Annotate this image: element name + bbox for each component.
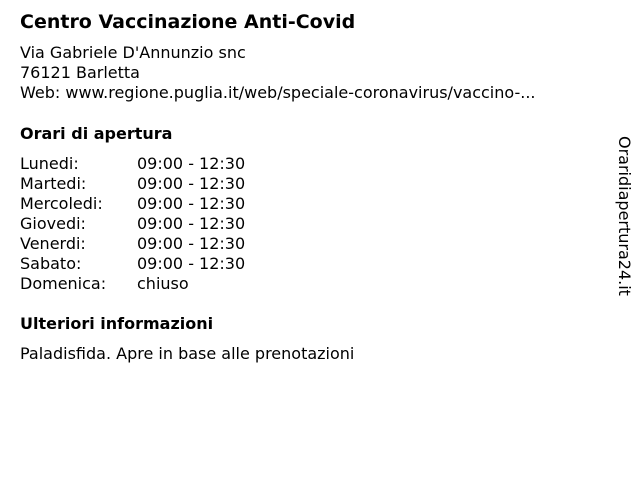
day-label: Sabato:: [20, 254, 82, 273]
city-postcode: 76121 Barletta: [20, 63, 140, 82]
hours-value: 09:00 - 12:30: [137, 154, 246, 173]
hours-value: chiuso: [137, 274, 189, 293]
hours-row-saturday: [20, 254, 280, 274]
address-block: [20, 43, 536, 103]
hours-row-thursday: [20, 214, 280, 234]
hours-row-wednesday: [20, 194, 280, 214]
hours-value: 09:00 - 12:30: [137, 174, 246, 193]
day-label: Martedi:: [20, 174, 87, 193]
hours-row-sunday: [20, 274, 280, 294]
hours-row-monday: [20, 154, 280, 174]
website-link[interactable]: Web: www.regione.puglia.it/web/speciale-coronavirus/vaccino-...: [20, 83, 536, 102]
hours-value: 09:00 - 12:30: [137, 214, 246, 233]
hours-value: 09:00 - 12:30: [137, 234, 246, 253]
opening-hours-heading: Orari di apertura: [20, 124, 173, 143]
watermark-text: Oraridiapertura24.it: [615, 136, 634, 296]
hours-value: 09:00 - 12:30: [137, 194, 246, 213]
opening-hours-table: [20, 154, 280, 294]
further-info-heading: Ulteriori informazioni: [20, 314, 214, 333]
hours-row-friday: [20, 234, 280, 254]
day-label: Giovedi:: [20, 214, 86, 233]
day-label: Venerdi:: [20, 234, 86, 253]
hours-value: 09:00 - 12:30: [137, 254, 246, 273]
hours-row-tuesday: [20, 174, 280, 194]
further-info-text: Paladisfida. Apre in base alle prenotazioni: [20, 344, 355, 363]
street-address: Via Gabriele D'Annunzio snc: [20, 43, 246, 62]
day-label: Domenica:: [20, 274, 107, 293]
day-label: Mercoledi:: [20, 194, 103, 213]
site-watermark: [614, 136, 634, 308]
page-title: Centro Vaccinazione Anti-Covid: [20, 11, 356, 33]
day-label: Lunedi:: [20, 154, 79, 173]
